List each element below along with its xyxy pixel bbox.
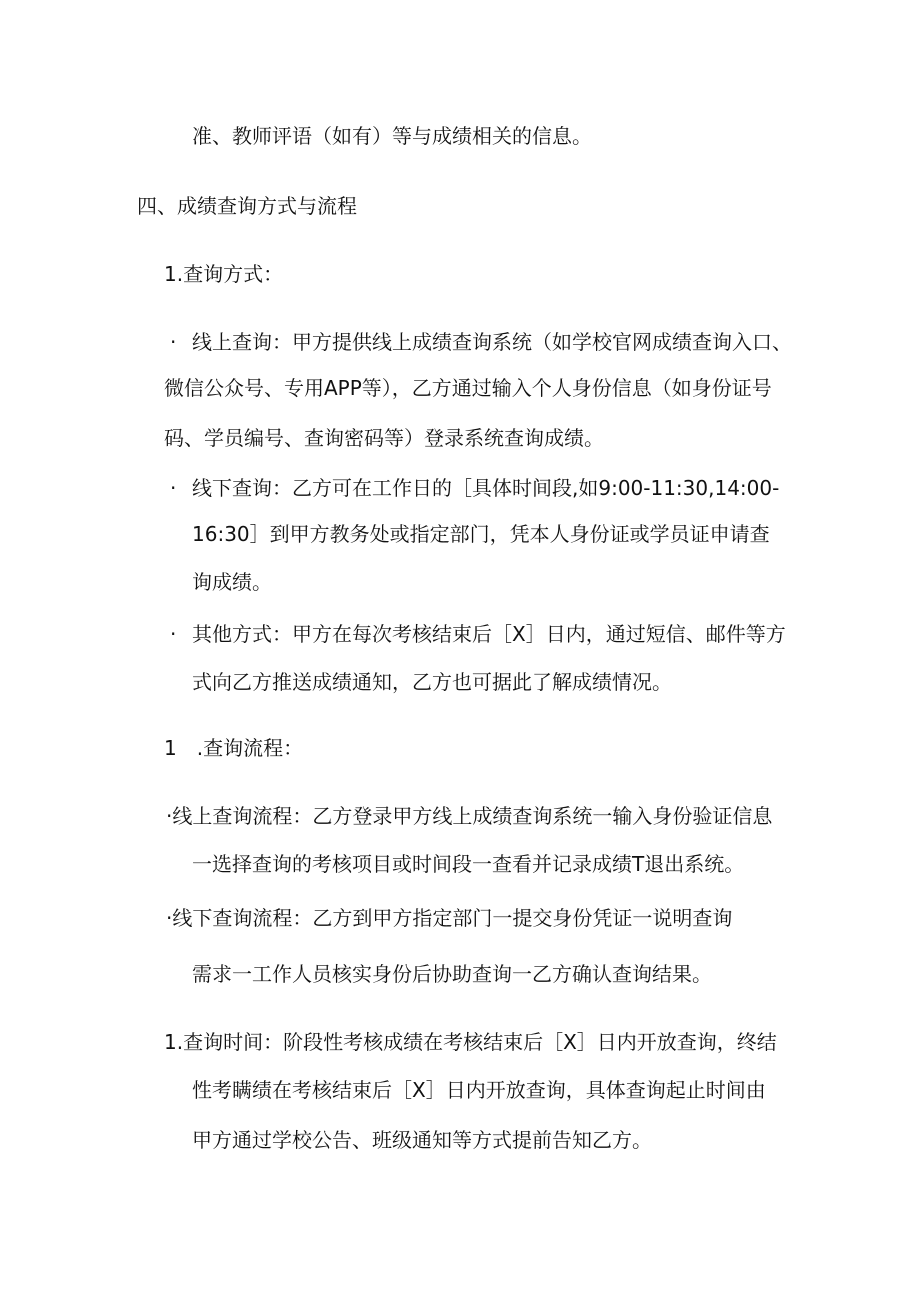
- time-line3: 甲方通过学校公告、班级通知等方式提前告知乙方。: [192, 1128, 652, 1152]
- offline-method-line1: 线下查询：乙方可在工作日的［具体时间段,如9:00-11:30,14:00-: [192, 476, 780, 500]
- methods-heading: 1.查询方式：: [164, 262, 284, 286]
- online-process-line1: ·线上查询流程：乙方登录甲方线上成绩查询系统一输入身份验证信息: [166, 804, 773, 828]
- other-method-line2: 式向乙方推送成绩通知，乙方也可据此了解成绩情况。: [192, 670, 672, 694]
- process-heading: 1 .查询流程：: [164, 736, 304, 760]
- intro-tail-text: 准、教师评语（如有）等与成绩相关的信息。: [192, 124, 592, 148]
- offline-method-line3: 询成绩。: [192, 570, 272, 594]
- time-line2: 性考瞒绩在考核结束后［X］日内开放查询，具体查询起止时间由: [192, 1078, 766, 1102]
- online-process-line2: 一选择查询的考核项目或时间段一查看并记录成绩T退出系统。: [192, 852, 745, 876]
- offline-method-line2: 16:30］到甲方教务处或指定部门，凭本人身份证或学员证申请查: [192, 522, 770, 546]
- other-method-line1: 其他方式：甲方在每次考核结束后［X］日内，通过短信、邮件等方: [192, 622, 786, 646]
- offline-process-line2: 需求一工作人员核实身份后协助查询一乙方确认查询结果。: [192, 962, 712, 986]
- online-method-line3: 码、学员编号、查询密码等）登录系统查询成绩。: [164, 426, 604, 450]
- bullet-online-method: ·: [170, 330, 177, 354]
- offline-process-line1: ·线下查询流程：乙方到甲方指定部门一提交身份凭证一说明查询: [166, 906, 733, 930]
- online-method-line1: 线上查询：甲方提供线上成绩查询系统（如学校官网成绩查询入口、: [192, 330, 792, 354]
- section-heading: 四、成绩查询方式与流程: [137, 194, 357, 218]
- bullet-offline-method: ·: [170, 476, 177, 500]
- time-line1: 1.查询时间：阶段性考核成绩在考核结束后［X］日内开放查询，终结: [164, 1030, 777, 1054]
- online-method-line2: 微信公众号、专用APP等），乙方通过输入个人身份信息（如身份证号: [164, 376, 772, 400]
- bullet-other-method: ·: [170, 622, 177, 646]
